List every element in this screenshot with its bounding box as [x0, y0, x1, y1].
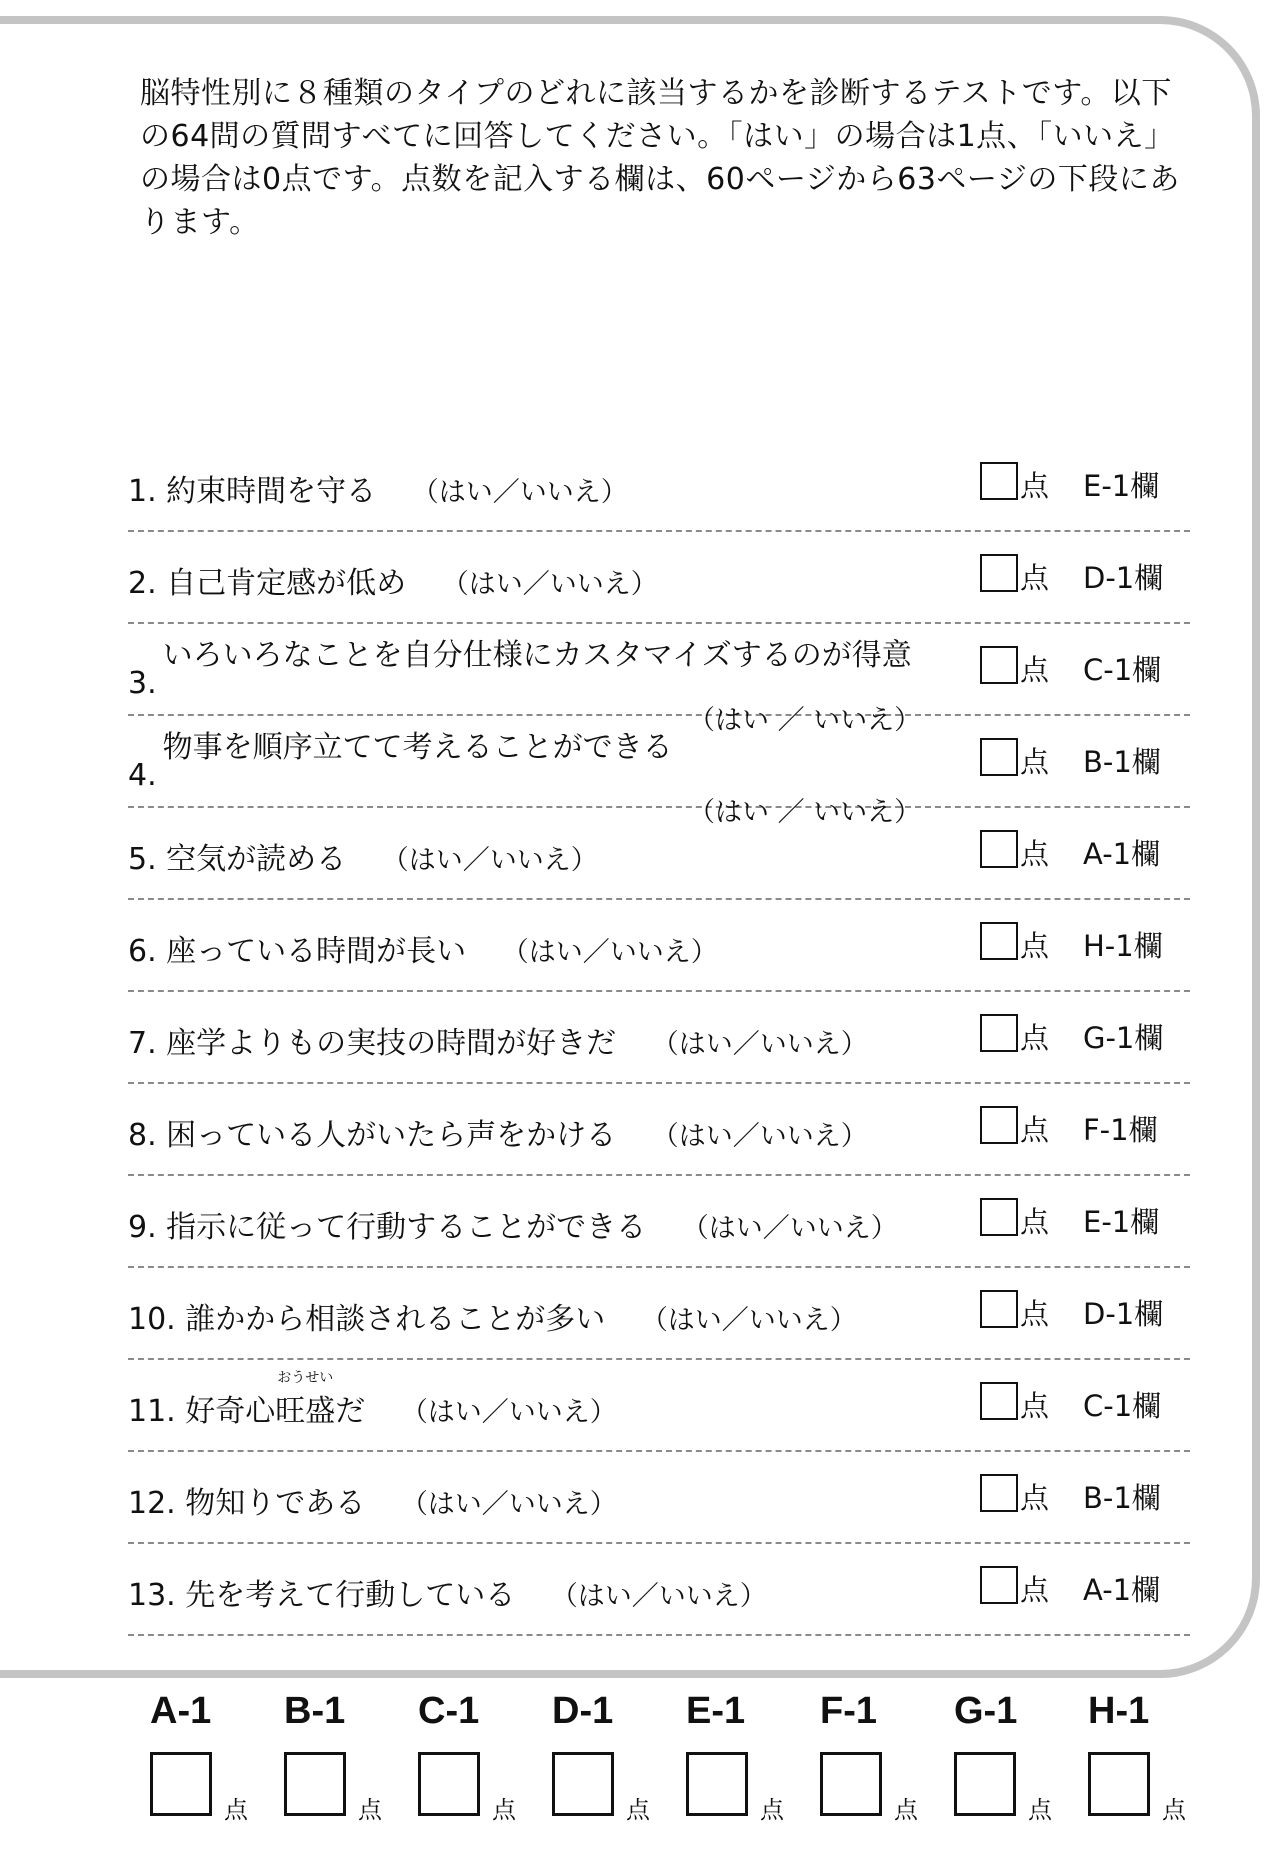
column-reference: G-1欄	[1083, 1021, 1164, 1055]
question-number: 2.	[128, 566, 157, 601]
question-label: 指示に従って行動することができる	[166, 1210, 647, 1245]
question-label: いろいろなことを自分仕様にカスタマイズするのが得意	[162, 638, 912, 673]
ruby-word	[275, 1370, 336, 1430]
question-label: 約束時間を守る	[166, 474, 377, 509]
question-row	[128, 716, 1190, 828]
tally-box[interactable]	[150, 1752, 212, 1816]
question-label: 自己肯定感が低め	[166, 566, 407, 601]
column-reference: B-1欄	[1083, 1481, 1161, 1515]
score-box[interactable]	[980, 1106, 1018, 1144]
question-text	[128, 1370, 617, 1430]
tally-item-g1	[932, 1690, 1062, 1840]
question-label: 物知りである	[185, 1486, 366, 1521]
score-box[interactable]	[980, 1014, 1018, 1052]
score-box[interactable]	[980, 462, 1018, 500]
score-unit: 点	[1020, 1021, 1050, 1055]
question-label: 物事を順序立てて考えることができる	[162, 730, 673, 765]
question-label: 先を考えて行動している	[185, 1578, 516, 1613]
tally-label: E-1	[686, 1690, 746, 1732]
tally-unit: 点	[1162, 1796, 1186, 1824]
tally-item-a1	[128, 1690, 258, 1840]
score-box[interactable]	[980, 1290, 1018, 1328]
score-unit: 点	[1020, 469, 1050, 503]
question-number: 6.	[128, 934, 157, 969]
tally-label: C-1	[418, 1690, 480, 1732]
yes-no-choice[interactable]: （はい ／ いいえ）	[688, 797, 922, 828]
score-box[interactable]	[980, 646, 1018, 684]
question-text	[128, 730, 922, 828]
question-text	[128, 558, 658, 602]
yes-no-choice[interactable]: （はい／いいえ）	[550, 1581, 767, 1612]
tally-box[interactable]	[820, 1752, 882, 1816]
question-row	[128, 900, 1190, 992]
question-row	[128, 1084, 1190, 1176]
question-row	[128, 1176, 1190, 1268]
tally-label: B-1	[284, 1690, 346, 1732]
yes-no-choice[interactable]: （はい／いいえ）	[411, 477, 628, 508]
tally-unit: 点	[626, 1796, 650, 1824]
ruby-base: 旺盛	[275, 1394, 336, 1429]
question-text	[128, 466, 628, 510]
question-row	[128, 1268, 1190, 1360]
column-reference: C-1欄	[1083, 653, 1162, 687]
question-row	[128, 1544, 1190, 1636]
tally-box[interactable]	[284, 1752, 346, 1816]
column-reference: E-1欄	[1083, 469, 1160, 503]
score-box[interactable]	[980, 1198, 1018, 1236]
score-unit: 点	[1020, 1389, 1050, 1423]
question-row	[128, 440, 1190, 532]
score-unit: 点	[1020, 1481, 1050, 1515]
yes-no-choice[interactable]: （はい／いいえ）	[651, 1029, 868, 1060]
column-reference: D-1欄	[1083, 1297, 1164, 1331]
tally-item-f1	[798, 1690, 928, 1840]
column-reference: E-1欄	[1083, 1205, 1160, 1239]
yes-no-choice[interactable]: （はい ／ いいえ）	[688, 705, 922, 736]
question-number: 13.	[128, 1578, 176, 1613]
score-unit: 点	[1020, 1573, 1050, 1607]
question-text	[128, 1202, 898, 1246]
tally-unit: 点	[760, 1796, 784, 1824]
question-row	[128, 532, 1190, 624]
question-label: 困っている人がいたら声をかける	[166, 1118, 617, 1153]
score-unit: 点	[1020, 1205, 1050, 1239]
intro-text: 脳特性別に８種類のタイプのどれに該当するかを診断するテストです。以下の64問の質問すべてに回答してください。「はい」の場合は1点、「いいえ」の場合は0点です。点数を記入する欄は、60ページから63ページの下段にあります。	[140, 76, 1180, 240]
tally-item-e1	[664, 1690, 794, 1840]
question-text	[128, 834, 598, 878]
score-unit: 点	[1020, 745, 1050, 779]
tally-box[interactable]	[686, 1752, 748, 1816]
score-box[interactable]	[980, 1382, 1018, 1420]
score-box[interactable]	[980, 1566, 1018, 1604]
question-row	[128, 992, 1190, 1084]
column-reference: C-1欄	[1083, 1389, 1162, 1423]
yes-no-choice[interactable]: （はい／いいえ）	[501, 937, 718, 968]
column-reference: D-1欄	[1083, 561, 1164, 595]
question-label-part: だ	[335, 1394, 366, 1429]
question-text	[128, 1110, 868, 1154]
tally-item-h1	[1066, 1690, 1196, 1840]
ruby-reading: おうせい	[277, 1370, 334, 1386]
question-list	[128, 440, 1190, 1636]
score-unit: 点	[1020, 1297, 1050, 1331]
score-unit: 点	[1020, 561, 1050, 595]
question-label: 座学よりもの実技の時間が好きだ	[166, 1026, 617, 1061]
column-reference: A-1欄	[1083, 837, 1161, 871]
question-number: 9.	[128, 1210, 157, 1245]
question-label: 誰かから相談されることが多い	[185, 1302, 606, 1337]
tally-box[interactable]	[552, 1752, 614, 1816]
tally-unit: 点	[1028, 1796, 1052, 1824]
yes-no-choice[interactable]: （はい／いいえ）	[400, 1489, 617, 1520]
question-row	[128, 624, 1190, 736]
tally-section	[128, 1690, 1228, 1840]
question-label	[185, 1370, 366, 1429]
yes-no-choice[interactable]: （はい／いいえ）	[400, 1397, 617, 1428]
question-row	[128, 1360, 1190, 1452]
yes-no-choice[interactable]: （はい／いいえ）	[651, 1121, 868, 1152]
tally-label: A-1	[150, 1690, 212, 1732]
tally-unit: 点	[492, 1796, 516, 1824]
column-reference: F-1欄	[1083, 1113, 1158, 1147]
question-number: 3.	[128, 666, 157, 701]
score-unit: 点	[1020, 653, 1050, 687]
yes-no-choice[interactable]: （はい／いいえ）	[381, 845, 598, 876]
question-number: 5.	[128, 842, 157, 877]
column-reference: A-1欄	[1083, 1573, 1161, 1607]
question-number: 12.	[128, 1486, 176, 1521]
question-text	[128, 638, 922, 736]
yes-no-choice[interactable]: （はい／いいえ）	[640, 1305, 857, 1336]
question-text	[128, 1294, 857, 1338]
question-label: 空気が読める	[166, 842, 347, 877]
score-box[interactable]	[980, 830, 1018, 868]
question-number: 11.	[128, 1394, 176, 1429]
yes-no-choice[interactable]: （はい／いいえ）	[681, 1213, 898, 1244]
question-text	[128, 1570, 767, 1614]
tally-box[interactable]	[418, 1752, 480, 1816]
tally-label: G-1	[954, 1690, 1018, 1732]
question-number: 4.	[128, 758, 157, 793]
tally-item-d1	[530, 1690, 660, 1840]
score-unit: 点	[1020, 1113, 1050, 1147]
column-reference: H-1欄	[1083, 929, 1163, 963]
tally-unit: 点	[358, 1796, 382, 1824]
tally-box[interactable]	[954, 1752, 1016, 1816]
column-reference: B-1欄	[1083, 745, 1161, 779]
question-text	[128, 1018, 868, 1062]
tally-label: H-1	[1088, 1690, 1150, 1732]
question-row	[128, 1452, 1190, 1544]
tally-box[interactable]	[1088, 1752, 1150, 1816]
tally-label: F-1	[820, 1690, 877, 1732]
yes-no-choice[interactable]: （はい／いいえ）	[441, 569, 658, 600]
tally-unit: 点	[224, 1796, 248, 1824]
question-number: 1.	[128, 474, 157, 509]
tally-label: D-1	[552, 1690, 614, 1732]
question-number: 7.	[128, 1026, 157, 1061]
question-row	[128, 808, 1190, 900]
question-label: 座っている時間が長い	[166, 934, 467, 969]
question-text	[128, 926, 718, 970]
question-label-part: 好奇心	[185, 1394, 276, 1429]
score-box[interactable]	[980, 554, 1018, 592]
score-box[interactable]	[980, 738, 1018, 776]
score-unit: 点	[1020, 929, 1050, 963]
score-box[interactable]	[980, 1474, 1018, 1512]
question-number: 10.	[128, 1302, 176, 1337]
tally-unit: 点	[894, 1796, 918, 1824]
tally-item-b1	[262, 1690, 392, 1840]
question-text	[128, 1478, 617, 1522]
question-number: 8.	[128, 1118, 157, 1153]
score-box[interactable]	[980, 922, 1018, 960]
score-unit: 点	[1020, 837, 1050, 871]
tally-item-c1	[396, 1690, 526, 1840]
